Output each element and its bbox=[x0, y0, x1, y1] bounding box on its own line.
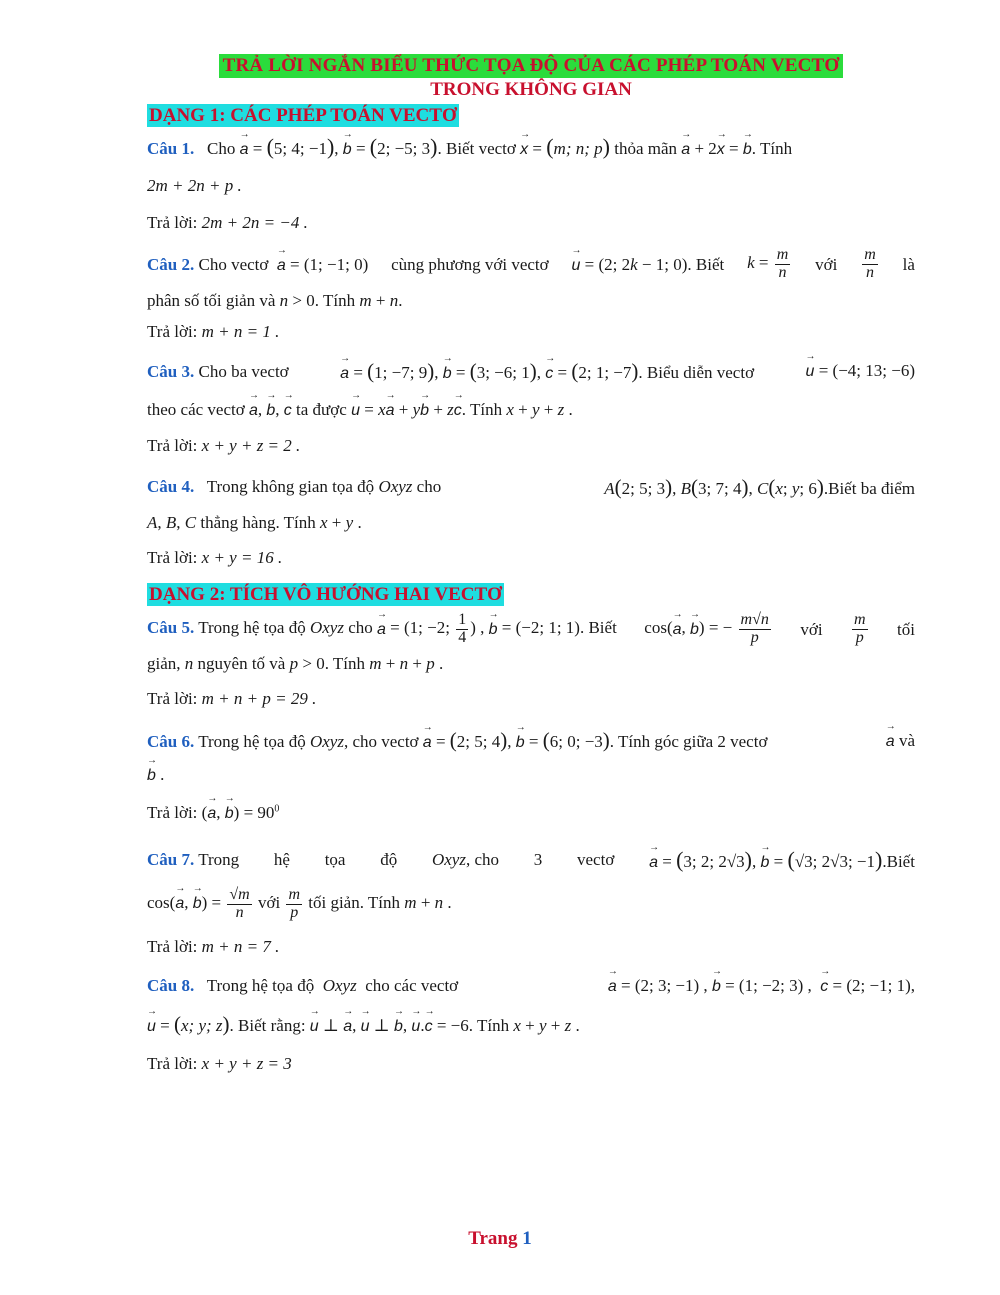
question-label: Câu 6. bbox=[147, 732, 195, 752]
question-3: Câu 3. Cho ba vectơ → a = (1; −7; 9), → b = (3; −6; 1), → c = (2; 1; −7). Biểu diễn vectơ → u = (−4; 13; −6) bbox=[147, 358, 915, 384]
answer-3: x + y + z = 2 . bbox=[201, 435, 301, 455]
question-1-expression: 2m + 2n + p . bbox=[147, 175, 242, 195]
question-6: Câu 6. Trong hệ tọa độ Oxyz, cho vectơ → a = (2; 5; 4), → b = (6; 0; −3). Tính góc giữa 2 vectơ → a và bbox=[147, 727, 915, 753]
title-line-1: TRẢ LỜI NGẮN BIỂU THỨC TỌA ĐỘ CỦA CÁC PHÉP TOÁN VECTƠ bbox=[219, 54, 844, 78]
footer-label: Trang bbox=[468, 1228, 518, 1249]
answer-8: x + y + z = 3 bbox=[201, 1054, 292, 1074]
page-footer bbox=[0, 1228, 1000, 1250]
section-heading-2: DẠNG 2: TÍCH VÔ HƯỚNG HAI VECTƠ bbox=[149, 583, 502, 605]
question-label: Câu 1. bbox=[147, 139, 195, 159]
answer-7: m + n = 7 . bbox=[201, 936, 280, 956]
question-7: Câu 7. Trong hệ tọa độ Oxyz, cho 3 vectơ → a = (3; 2; 2√3), → b = (√3; 2√3; −1).Biết bbox=[147, 846, 915, 874]
question-label: Câu 7. bbox=[147, 849, 195, 869]
page-number: 1 bbox=[522, 1228, 532, 1249]
section-heading-1: DẠNG 1: CÁC PHÉP TOÁN VECTƠ bbox=[149, 104, 457, 126]
question-2: Câu 2. Cho vectơ → a = (1; −1; 0) cùng phương với vectơ → u = (2; 2k − 1; 0). Biết k = $\frac{m}{n}$ với $\frac{m}{n}$ là bbox=[147, 247, 915, 282]
title-line-2: TRONG KHÔNG GIAN bbox=[430, 78, 632, 100]
question-5: Câu 5. Trong hệ tọa độ Oxyz cho → a = (1; −2; $\frac{1}{4}$ ) , → b = (−2; 1; 1). Biết cos(→ a, → b) = − $\frac{m√n}{p}$ với $\frac{m}{p}$ tối bbox=[147, 612, 915, 647]
question-label: Câu 4. bbox=[147, 477, 195, 497]
question-label: Câu 5. bbox=[147, 618, 195, 638]
question-4: Câu 4. Trong không gian tọa độ Oxyz cho A(2; 5; 3), B(3; 7; 4), C(x; y; 6).Biết ba điểm bbox=[147, 474, 915, 499]
document-page: TRẢ LỜI NGẮN BIỂU THỨC TỌA ĐỘ CỦA CÁC PHÉP TOÁN VECTƠ TRONG KHÔNG GIAN DẠNG 1: CÁC PHÉP TOÁN VECTƠ Câu 1. Cho → a = (5; 4; −1), → b = (2; −5; 3). Biết vectơ → x = (m; n; p) thỏa mãn → a + 2→ x = → b. Tính 2m + 2n + p . Trả lời: 2m + 2n = −4 . Câu 2. Cho vectơ → a = (1; −1; 0) cùng phương với vectơ → u = (2; 2k − 1; 0). Biết k = $\frac{m}{n}$ với $\frac{m}{n}$ là phân số tối giản và n > 0. Tính m + n. Trả lời: m + n = 1 . Câu 3. Cho ba vectơ → a = (1; −7; 9), → b = (3; −6; 1), → c = (2; 1; −7). Biểu diễn vectơ → u = (−4; 13; −6) theo các vectơ → a, → b, → c ta được → u = x→ a + y→ b + z→ c. Tính x + y + z . Trả lời: x + y + z = 2 . Câu 4. Trong không gian tọa độ Oxyz cho A(2; 5; 3), B(3; 7; 4), C(x; y; 6).Biết ba điểm A, B, C thẳng hàng. Tính x + y . Trả lời: x + y = 16 . DẠNG 2: TÍCH VÔ HƯỚNG HAI VECTƠ Câu 5. Trong hệ tọa độ Oxyz cho → a = (1; −2; $\frac{1}{4}$ ) , → b = (−2; 1; 1). Biết cos(→ a, → b) = − $\frac{m√n}{p}$ với $\frac{m}{p}$ tối giản, n nguyên tố và p > 0. Tính m + n + p . Trả lời: m + n + p = 29 . Câu 6. Trong hệ tọa độ Oxyz, cho vectơ → a = (2; 5; 4), → b = (6; 0; −3). Tính góc giữa 2 vectơ → a và → b . Trả lời: (→ a, → $b) = 90^0$ Câu 7. Trong hệ tọa độ Oxyz, cho 3 vectơ → a = (3; 2; 2√3), → b = (√3; 2√3; −1).Biết cos(→ a, → b) = $\frac{√m}{n}$ với $\frac{m}{p}$ tối giản. Tính m + n . Trả lời: m + n = 7 . Câu 8. Trong hệ tọa độ Oxyz cho các vectơ → a = (2; 3; −1) , → b = (1; −2; 3) , → c = (2; −1; 1), → u = (x; y; z). Biết rằng: → u ⊥ → a, → u ⊥ → b, → u.→ c = −6. Tính x + y + z . Trả lời: x + y + z = 3 bbox=[147, 54, 915, 1075]
question-label: Câu 8. bbox=[147, 976, 195, 996]
answer-5: m + n + p = 29 . bbox=[201, 689, 317, 709]
question-label: Câu 3. bbox=[147, 361, 195, 381]
document-title bbox=[147, 54, 915, 102]
answer-4: x + y = 16 . bbox=[201, 548, 283, 568]
question-8: Câu 8. Trong hệ tọa độ Oxyz cho các vectơ → a = (2; 3; −1) , → b = (1; −2; 3) , → c = (2; −1; 1), bbox=[147, 975, 915, 997]
answer-2: m + n = 1 . bbox=[201, 322, 280, 342]
question-1: Câu 1. Cho → a = (5; 4; −1), → b = (2; −5; 3). Biết vectơ → x = (m; n; p) thỏa mãn → a + 2→ x = → b. Tính bbox=[147, 133, 915, 161]
question-label: Câu 2. bbox=[147, 254, 195, 274]
answer-6: = 90 bbox=[243, 802, 275, 822]
answer-1: 2m + 2n = −4 . bbox=[201, 213, 308, 232]
